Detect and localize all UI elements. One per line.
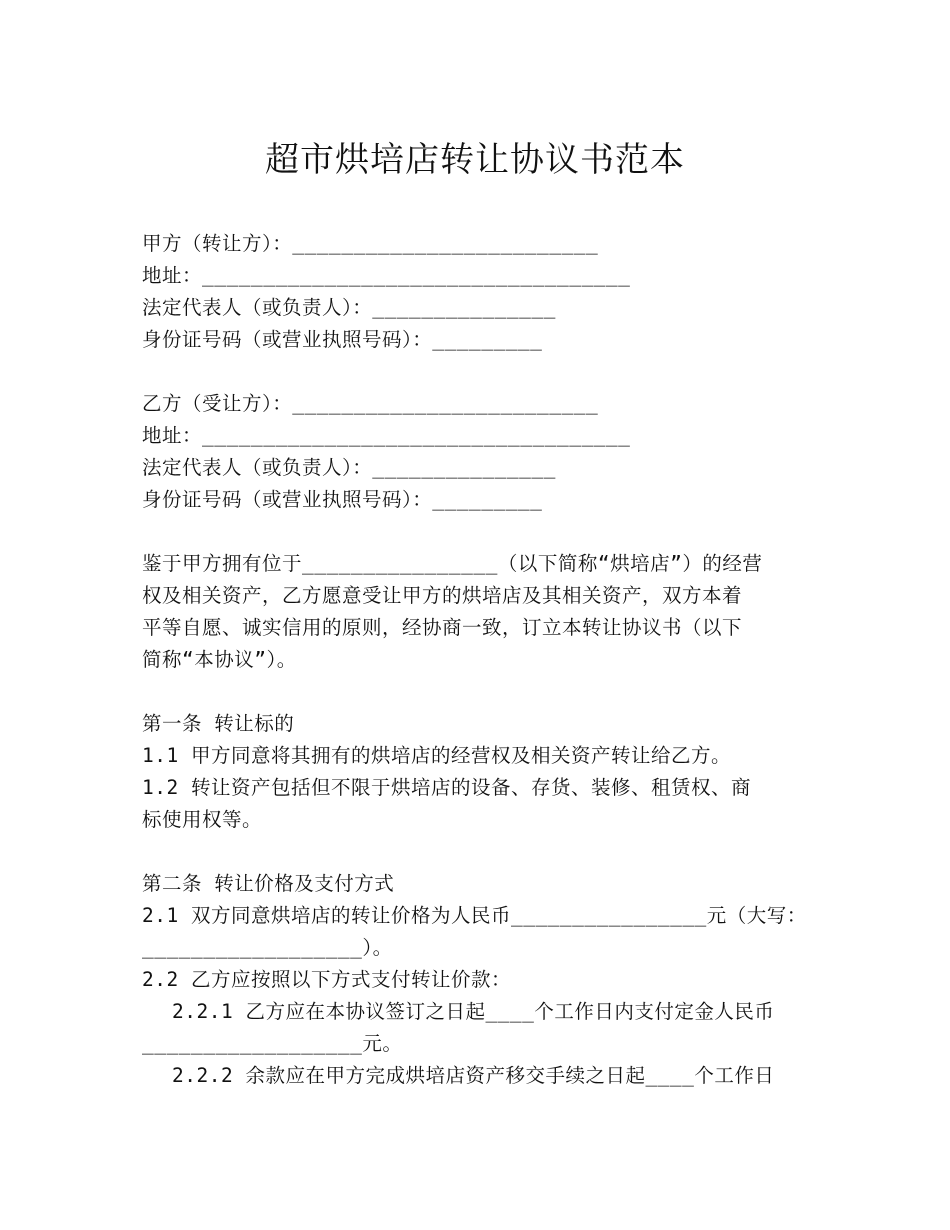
- article-1-line: 1.1 甲方同意将其拥有的烘培店的经营权及相关资产转让给乙方。: [142, 744, 731, 767]
- preamble-line: 权及相关资产，乙方愿意受让甲方的烘培店及其相关资产，双方本着: [142, 584, 743, 607]
- party-a-id-line: 身份证号码（或营业执照号码）：_________: [142, 328, 543, 351]
- preamble-line: 平等自愿、诚实信用的原则，经协商一致，订立本转让协议书（以下: [142, 616, 743, 639]
- party-b-representative-line: 法定代表人（或负责人）：_______________: [142, 456, 556, 479]
- party-a-representative-line: 法定代表人（或负责人）：_______________: [142, 296, 556, 319]
- party-a-address-line: 地址：___________________________________: [142, 264, 631, 287]
- article-2-line: __________________）。: [142, 936, 393, 959]
- article-2-line: 2.1 双方同意烘培店的转让价格为人民币________________元（大写：: [142, 904, 807, 927]
- document-title: 超市烘培店转让协议书范本: [265, 140, 685, 180]
- preamble-line: 鉴于甲方拥有位于________________（以下简称“烘培店”）的经营: [142, 552, 763, 575]
- clause-2-2-1-continuation: __________________元。: [142, 1032, 403, 1055]
- spacer: [142, 836, 832, 868]
- clause-2-2-1-line: 2.2.1 乙方应在本协议签订之日起____个工作日内支付定金人民币: [172, 1000, 775, 1023]
- party-a-name-line: 甲方（转让方）：_________________________: [142, 232, 599, 255]
- article-1-heading: 第一条 转让标的: [142, 712, 295, 735]
- article-2-heading: 第二条 转让价格及支付方式: [142, 872, 395, 895]
- clause-2-2-2-line: 2.2.2 余款应在甲方完成烘培店资产移交手续之日起____个工作日: [172, 1064, 775, 1087]
- document-body: [142, 228, 832, 1092]
- preamble-line: 简称“本协议”）。: [142, 648, 297, 671]
- party-b-name-line: 乙方（受让方）：_________________________: [142, 392, 599, 415]
- party-b-id-line: 身份证号码（或营业执照号码）：_________: [142, 488, 543, 511]
- party-b-address-line: 地址：___________________________________: [142, 424, 631, 447]
- spacer: [142, 676, 832, 708]
- article-1-line: 标使用权等。: [142, 808, 263, 831]
- spacer: [142, 516, 832, 548]
- article-1-line: 1.2 转让资产包括但不限于烘培店的设备、存货、装修、租赁权、商: [142, 776, 751, 799]
- article-2-line: 2.2 乙方应按照以下方式支付转让价款：: [142, 968, 511, 991]
- spacer: [142, 356, 832, 388]
